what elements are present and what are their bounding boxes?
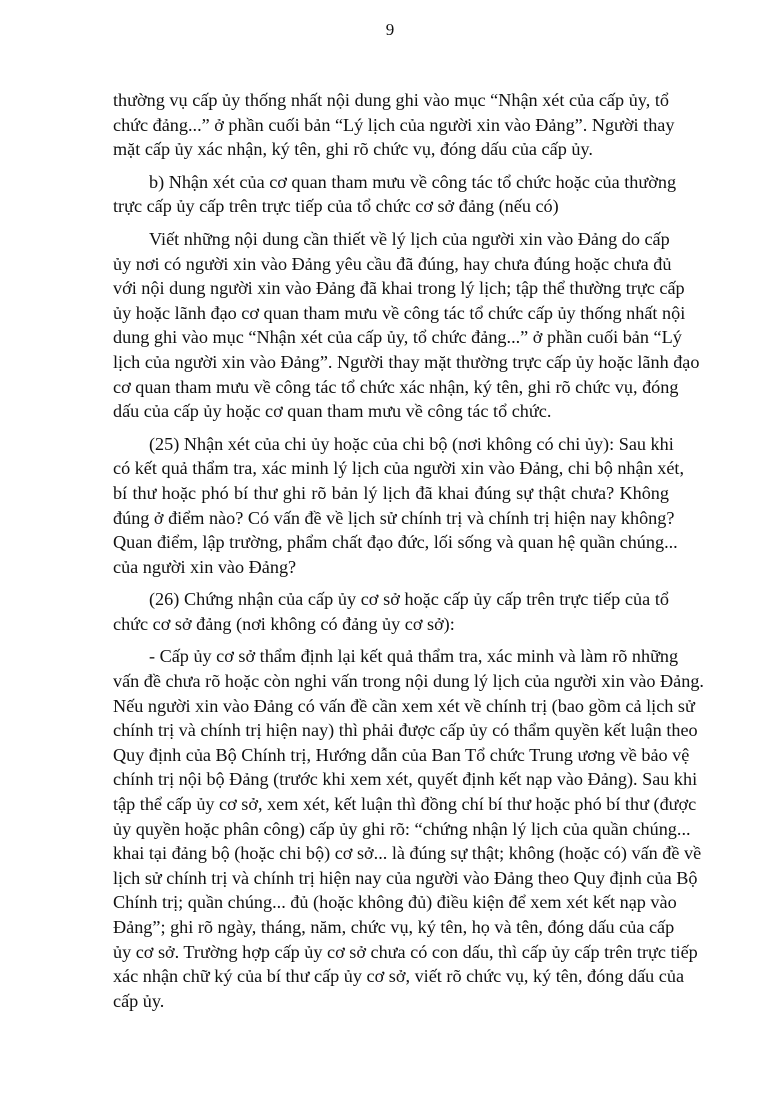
paragraph [113, 227, 700, 424]
text-line: ủy hoặc lãnh đạo cơ quan tham mưu về công tác tổ chức cấp ủy thống nhất nội [113, 302, 686, 323]
paragraph [113, 432, 685, 580]
text-line: bí thư hoặc phó bí thư ghi rõ bản lý lịch đã khai đúng sự thật chưa? Không [113, 482, 669, 503]
paragraph [113, 170, 677, 219]
text-line: đúng ở điểm nào? Có vấn đề về lịch sử chính trị và chính trị hiện nay không? [113, 507, 675, 528]
text-line: cơ quan tham mưu về công tác tổ chức xác nhận, ký tên, ghi rõ chức vụ, đóng [113, 376, 679, 397]
text-line: trực cấp ủy cấp trên trực tiếp của tổ chức cơ sở đảng (nếu có) [113, 196, 559, 217]
text-line: ủy quyền hoặc phân công) cấp ủy ghi rõ: “chứng nhận lý lịch của quần chúng... [113, 818, 691, 839]
text-line: chính trị và chính trị hiện nay) thì phải được cấp ủy có thẩm quyền kết luận theo [113, 720, 698, 741]
text-line: cấp ủy. [113, 990, 165, 1011]
text-line: - Cấp ủy cơ sở thẩm định lại kết quả thẩm tra, xác minh và làm rõ những [149, 646, 679, 667]
text-line: (25) Nhận xét của chi ủy hoặc của chi bộ (nơi không có chi ủy): Sau khi [149, 433, 674, 454]
text-line: chức cơ sở đảng (nơi không có đảng ủy cơ sở): [113, 613, 455, 634]
document-body [113, 88, 704, 1021]
text-line: chính trị nội bộ Đảng (trước khi xem xét, quyết định kết nạp vào Đảng). Sau khi [113, 769, 698, 790]
text-line: dung ghi vào mục “Nhận xét của cấp ủy, tổ chức đảng...” ở phần cuối bản “Lý [113, 327, 682, 348]
paragraph [113, 88, 675, 162]
text-line: Chính trị; quần chúng... đủ (hoặc không đủ) điều kiện để xem xét kết nạp vào [113, 892, 677, 913]
text-line: có kết quả thẩm tra, xác minh lý lịch của người xin vào Đảng, chi bộ nhận xét, [113, 458, 685, 479]
text-line: khai tại đảng bộ (hoặc chi bộ) cơ sở... là đúng sự thật; không (hoặc có) vấn đề về [113, 843, 702, 864]
text-line: Quan điểm, lập trường, phẩm chất đạo đức, lối sống và quan hệ quần chúng... [113, 532, 678, 553]
text-line: Viết những nội dung cần thiết về lý lịch của người xin vào Đảng do cấp [149, 228, 670, 249]
text-line: dấu của cấp ủy hoặc cơ quan tham mưu về công tác tổ chức. [113, 401, 552, 422]
text-line: tập thể cấp ủy cơ sở, xem xét, kết luận thì đồng chí bí thư hoặc phó bí thư (được [113, 794, 697, 815]
text-line: ủy nơi có người xin vào Đảng yêu cầu đã đúng, hay chưa đúng hoặc chưa đủ [113, 253, 672, 274]
text-line: ủy cơ sở. Trường hợp cấp ủy cơ sở chưa có con dấu, thì cấp ủy cấp trên trực tiếp [113, 941, 698, 962]
text-line: chức đảng...” ở phần cuối bản “Lý lịch của người xin vào Đảng”. Người thay [113, 114, 675, 135]
text-line: lịch sử chính trị và chính trị hiện nay của người vào Đảng theo Quy định của Bộ [113, 867, 698, 888]
text-line: Nếu người xin vào Đảng có vấn đề cần xem xét về chính trị (bao gồm cả lịch sử [113, 695, 695, 716]
text-line: Quy định của Bộ Chính trị, Hướng dẫn của Ban Tổ chức Trung ương về bảo vệ [113, 744, 690, 765]
text-line: Đảng”; ghi rõ ngày, tháng, năm, chức vụ, ký tên, họ và tên, đóng dấu của cấp [113, 917, 675, 937]
text-line: thường vụ cấp ủy thống nhất nội dung ghi vào mục “Nhận xét của cấp ủy, tổ [113, 90, 669, 110]
text-line: mặt cấp ủy xác nhận, ký tên, ghi rõ chức vụ, đóng dấu của cấp ủy. [113, 139, 593, 160]
text-line: vấn đề chưa rõ hoặc còn nghi vấn trong nội dung lý lịch của người xin vào Đảng. [113, 671, 704, 692]
text-line: xác nhận chữ ký của bí thư cấp ủy cơ sở, viết rõ chức vụ, ký tên, đóng dấu của [113, 966, 685, 987]
paragraph [113, 644, 704, 1013]
text-line: b) Nhận xét của cơ quan tham mưu về công tác tổ chức hoặc của thường [149, 171, 677, 192]
text-line: của người xin vào Đảng? [113, 556, 297, 577]
page-number: 9 [385, 20, 395, 39]
paragraph [113, 587, 669, 636]
text-line: (26) Chứng nhận của cấp ủy cơ sở hoặc cấp ủy cấp trên trực tiếp của tổ [149, 589, 669, 610]
text-line: với nội dung người xin vào Đảng đã khai trong lý lịch; tập thể thường trực cấp [113, 278, 685, 299]
text-line: lịch của người xin vào Đảng”. Người thay mặt thường trực cấp ủy hoặc lãnh đạo [113, 351, 700, 372]
